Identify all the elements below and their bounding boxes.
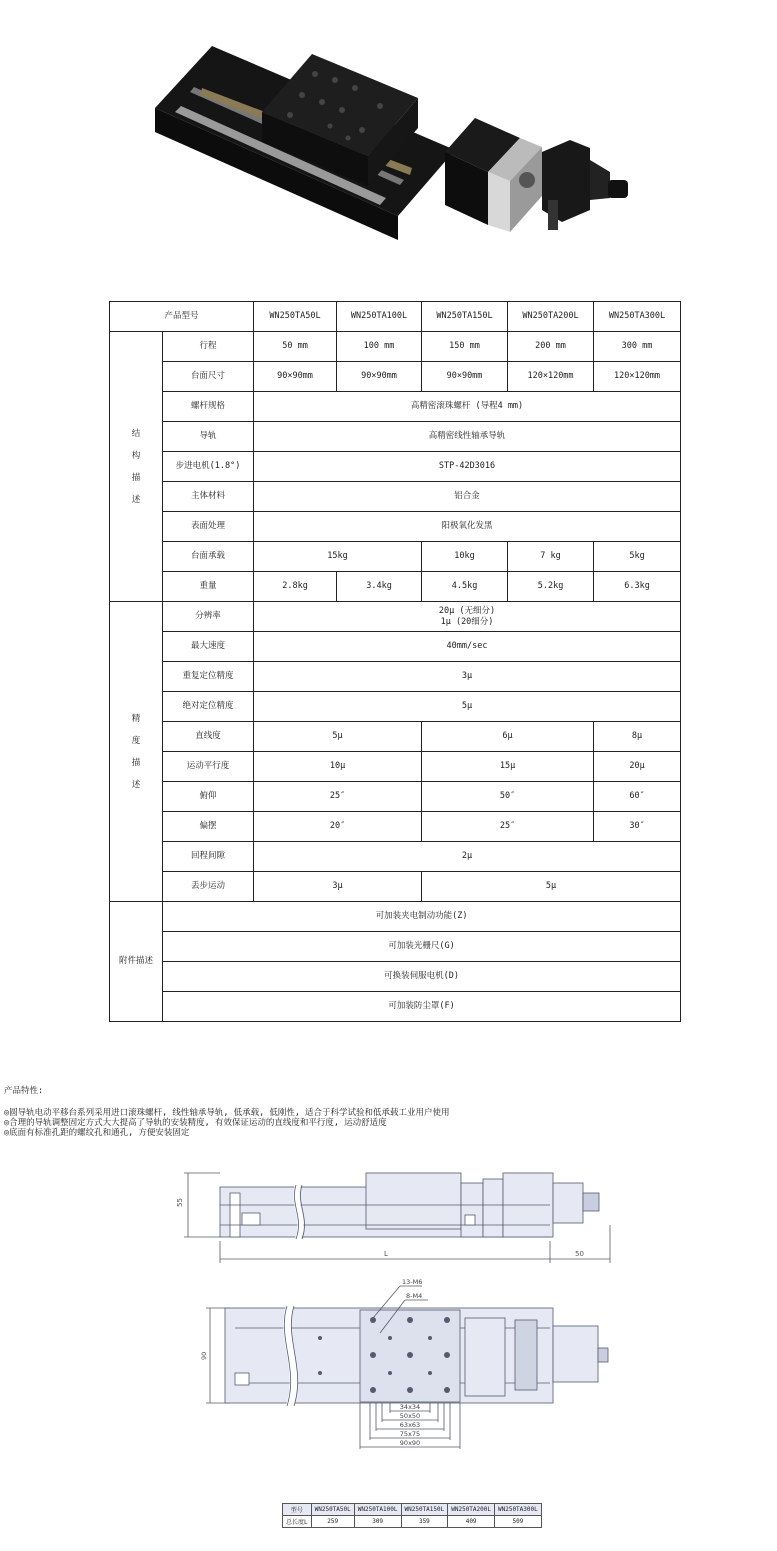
row-label: 分辨率 [163,602,254,632]
row-label: 直线度 [163,722,254,752]
cell: 20″ [254,812,422,842]
cell: 25″ [254,782,422,812]
row-label: 螺杆规格 [163,392,254,422]
cell: 25″ [422,812,594,842]
callout-m4: 8-M4 [406,1292,423,1300]
table-row [110,422,681,452]
table-row [110,872,681,902]
cell: 150 mm [422,332,508,362]
cell: WN250TA300L [495,1504,542,1516]
model-name: WN250TA100L [337,302,422,332]
cell: 可加装夹电制动功能(Z) [163,902,681,932]
resolution-line: 1μ (20细分) [440,616,494,627]
cell [254,602,681,632]
table-row [110,842,681,872]
row-label: 主体材料 [163,482,254,512]
dim-label: 50x50 [399,1412,421,1420]
model-name: WN250TA300L [594,302,681,332]
cell: 3μ [254,662,681,692]
group-structure: 结构描述 [110,332,163,602]
length-table [282,1503,542,1528]
cell: 50″ [422,782,594,812]
dim-label: 90x90 [399,1439,421,1447]
cell: 259 [311,1516,354,1528]
cell: 可换装伺服电机(D) [163,962,681,992]
row-label: 最大速度 [163,632,254,662]
cell: 10kg [422,542,508,572]
table-row [110,722,681,752]
cell: 高精密滚珠螺杆 (导程4 mm) [254,392,681,422]
cell: 15μ [422,752,594,782]
group-precision: 精度描述 [110,602,163,902]
cell: 5.2kg [508,572,594,602]
cell: 60″ [594,782,681,812]
cell: 2μ [254,842,681,872]
table-row [283,1504,542,1516]
row-label: 台面尺寸 [163,362,254,392]
cell: 4.5kg [422,572,508,602]
table-row [110,602,681,632]
table-row [110,512,681,542]
features-section [4,1086,450,1138]
cell: 5μ [254,722,422,752]
cell: 总长度L [283,1516,312,1528]
cell: 359 [401,1516,448,1528]
header-label: 产品型号 [110,302,254,332]
cell: 铝合金 [254,482,681,512]
top-view-drawing [190,1278,620,1463]
cell: 3μ [254,872,422,902]
dim-50: 50 [575,1250,584,1258]
cell: 509 [495,1516,542,1528]
table-row [110,302,681,332]
table-row [110,962,681,992]
cell: 2.8kg [254,572,337,602]
row-label: 运动平行度 [163,752,254,782]
row-label: 重量 [163,572,254,602]
feature-item: ◎圆导轨电动平移台系列采用进口滚珠螺杆, 线性轴承导轨, 低承载, 低刚性, 适合于科学试验和低承载工业用户使用 [4,1108,450,1118]
row-label: 台面承载 [163,542,254,572]
cell: 3.4kg [337,572,422,602]
dim-90: 90 [200,1351,208,1360]
table-row [110,992,681,1022]
cell: 200 mm [508,332,594,362]
cell: 15kg [254,542,422,572]
cell: 100 mm [337,332,422,362]
row-label: 重复定位精度 [163,662,254,692]
cell: 90×90mm [422,362,508,392]
cell: 409 [448,1516,495,1528]
dim-label: 63x63 [399,1421,421,1429]
callout-m6: 13-M6 [402,1278,423,1286]
row-label: 步进电机(1.8°) [163,452,254,482]
table-row [110,902,681,932]
features-title: 产品特性: [4,1086,44,1096]
cell: 8μ [594,722,681,752]
group-accessory: 附件描述 [110,902,163,1022]
table-row [283,1516,542,1528]
cell: 40mm/sec [254,632,681,662]
cell: 5μ [254,692,681,722]
table-row [110,482,681,512]
spec-table [109,301,681,1022]
dim-label: 75x75 [399,1430,421,1438]
row-label: 丢步运动 [163,872,254,902]
cell: WN250TA200L [448,1504,495,1516]
table-row [110,572,681,602]
cell: WN250TA100L [354,1504,401,1516]
cell: 300 mm [594,332,681,362]
dim-55: 55 [176,1198,184,1207]
table-row [110,932,681,962]
table-row [110,542,681,572]
table-row [110,332,681,362]
cell: 309 [354,1516,401,1528]
cell: 90×90mm [337,362,422,392]
row-label: 表面处理 [163,512,254,542]
table-row [110,362,681,392]
feature-item: ◎合理的导轨调整固定方式大大提高了导轨的安装精度, 有效保证运动的直线度和平行度, 运动舒适度 [4,1118,387,1128]
cell: 6μ [422,722,594,752]
cell: 可加装光栅尺(G) [163,932,681,962]
model-name: WN250TA50L [254,302,337,332]
feature-item: ◎底面有标准孔距的螺纹孔和通孔, 方便安装固定 [4,1128,190,1138]
model-name: WN250TA150L [422,302,508,332]
cell: 7 kg [508,542,594,572]
table-row [110,662,681,692]
cell: 90×90mm [254,362,337,392]
cell: 30″ [594,812,681,842]
table-row [110,812,681,842]
row-label: 导轨 [163,422,254,452]
row-label: 回程间隙 [163,842,254,872]
row-label: 行程 [163,332,254,362]
table-row [110,782,681,812]
dim-label: 34x34 [399,1403,421,1411]
cell: 10μ [254,752,422,782]
cell: 120×120mm [508,362,594,392]
row-label: 偏摆 [163,812,254,842]
dim-L: L [384,1250,388,1258]
cell: WN250TA150L [401,1504,448,1516]
cell: 120×120mm [594,362,681,392]
row-label: 绝对定位精度 [163,692,254,722]
cell: 型号 [283,1504,312,1516]
table-row [110,752,681,782]
cell: WN250TA50L [311,1504,354,1516]
cell: 可加装防尘罩(F) [163,992,681,1022]
cell: 6.3kg [594,572,681,602]
row-label: 俯仰 [163,782,254,812]
side-view-drawing [170,1165,620,1275]
cell: 5kg [594,542,681,572]
cell: 高精密线性轴承导轨 [254,422,681,452]
table-row [110,452,681,482]
cell: STP-42D3016 [254,452,681,482]
product-photo [150,40,640,265]
table-row [110,692,681,722]
cell: 5μ [422,872,681,902]
model-name: WN250TA200L [508,302,594,332]
resolution-line: 20μ (无细分) [438,605,496,616]
cell: 20μ [594,752,681,782]
table-row [110,392,681,422]
cell: 50 mm [254,332,337,362]
cell: 阳极氧化发黑 [254,512,681,542]
table-row [110,632,681,662]
